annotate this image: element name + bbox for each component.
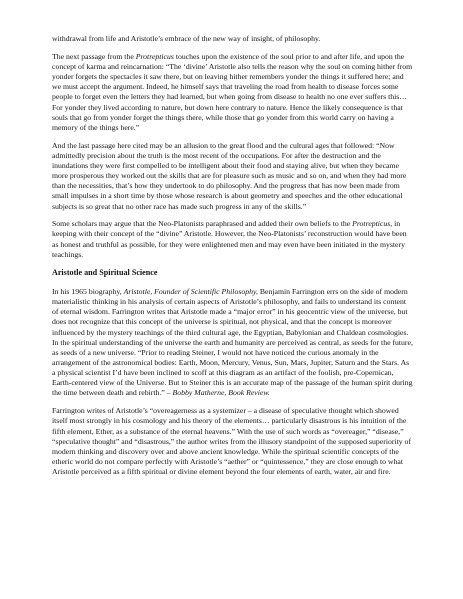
body-paragraph: Farrington writes of Aristotle’s “overeagerness as a systemizer – a disease of speculative thought which showed itself most strongly in his cosmology and his theory of the elements… particularly disastrous is his intuition of the fifth element, Ether, as a substance of the eternal heavens.” With the use of such words as “overeager,” “disease,” “speculative thought” and “disastrous,” the author writes from the illusory standpoint of the supposed superiority of modern thinking and discovery over and above ancient knowledge. While the spiritual scientific concepts of the etheric world do not compare perfectly with Aristotle’s “aether” or “quintessence,” they are close enough to what Aristotle perceived as a fifth spiritual or divine element beyond the four elements of earth, water, air and fire. bbox=[52, 406, 412, 477]
body-paragraph: The next passage from the Protrepticus touches upon the existence of the soul prior to and after life, and upon the concept of karma and reincarnation: “The ‘divine’ Aristotle also tells the reason why the soul on coming hither from yonder forgets the spectacles it saw there, but on leaving hither remembers yonder the things it suffered here; and we must accept the argument. Indeed, he himself says that traveling the road from health to disease forces some people to forget even the letters they had learned, but when going from disease to health no one ever suffers this… For yonder they lived according to nature, but down here contrary to nature. Hence the likely consequence is that souls that go from yonder forget the things there, while those that go yonder from this world carry on having a memory of the things here.” bbox=[52, 51, 413, 132]
body-paragraph: withdrawal from life and Aristotle’s embrace of the new way of insight, of philosophy. bbox=[52, 34, 321, 43]
italic-phrase: – Bobby Matherne, Book Review. bbox=[166, 388, 270, 398]
body-paragraph: In his 1965 biography, Aristotle, Founder of Scientific Philosophy, Benjamin Farrington errs on the side of modern materialistic thinking in his analysis of certain aspects of Aristotle’s philosophy, and fails to understand its content of eternal wisdom. Farrington writes that Aristotle made a “major error” in his geocentric view of the universe, but does not recognize that this concept of the universe is spiritual, not physical, and that the concept is moreover influenced by the mystery teachings of the third cultural age, the Egyptian, Babylonian and Chaldean cosmologies. In the spiritual understanding of the universe the earth and humanity are perceived as central, as seeds for the future, as seeds of a new universe. “Prior to reading Steiner, I would not have noticed the curious anomaly in the arrangement of the astronomical bodies: Earth, Moon, Mercury, Venus, Sun, Mars, Jupiter, Saturn and the Stars. As a physical scientist I’d have been inclined to scoff at this diagram as an artifact of the foolish, pre-Copernican, Earth-centered view of the Universe. But to Steiner this is an accurate map of the passage of the human spirit during the time between death and rebirth.” – Bobby Matherne, Book Review. bbox=[52, 286, 413, 398]
body-paragraph: Some scholars may argue that the Neo-Platonists paraphrased and added their own beliefs to the Protrepticus, in keeping with their concept of the “divine” Aristotle. However, the Neo-Platonists’ reconstruction would have been as honest and truthful as possible, for they were enlightened men and may even have been initiated in the mystery teachings. bbox=[52, 219, 407, 259]
italic-phrase: Protrepticus bbox=[135, 51, 174, 61]
italic-phrase: Aristotle, Founder of Scientific Philosophy, bbox=[123, 286, 258, 296]
section-heading: Aristotle and Spiritual Science bbox=[52, 267, 158, 277]
italic-phrase: Protrepticus bbox=[352, 219, 391, 229]
body-paragraph: And the last passage here cited may be an allusion to the great flood and the cultural ages that followed: “Now admittedly precision about the truth is the most recent of the occupations. For after the destruction and the inundations they were first compelled to be intelligent about their food and staying alive, but when they became more prosperous they worked out the skills that are for pleasure such as music and so on, and when they had more than the necessities, that’s how they undertook to do philosophy. And the progress that has now been made from small impulses in a short time by those whose research is about geometry and speeches and the other educational subjects is so great that no other race has made such progress in any of the skills.” bbox=[52, 140, 407, 211]
